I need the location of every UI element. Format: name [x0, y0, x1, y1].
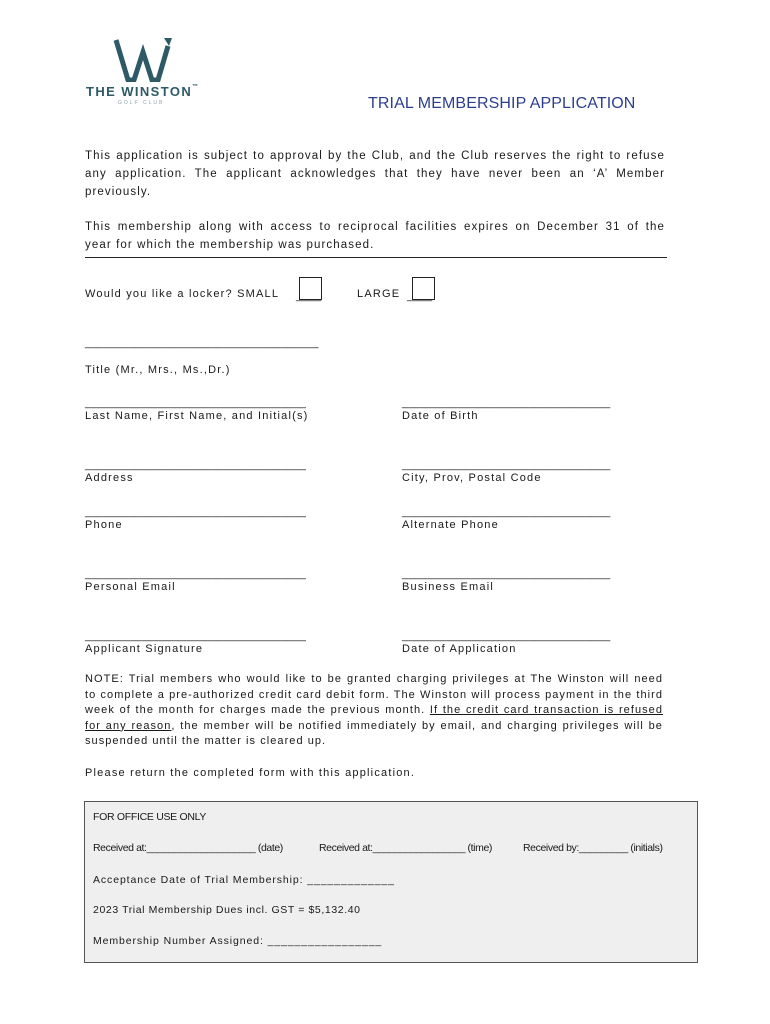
locker-question: Would you like a locker? SMALL — [85, 288, 280, 300]
office-received-time[interactable]: Received at:_________________ (time) — [319, 842, 492, 854]
alt-phone-field-label: Alternate Phone — [402, 519, 499, 531]
intro-paragraph-expiry: This membership along with access to reciprocal facilities expires on December 31 of the year for which the membership was purchased. — [85, 221, 665, 251]
office-use-box — [84, 801, 698, 963]
locker-large-line: ____ — [407, 290, 433, 302]
dob-field-label: Date of Birth — [402, 410, 479, 422]
address-field-label: Address — [85, 472, 134, 484]
alt-phone-field-line[interactable]: _________________________________ — [402, 506, 611, 518]
name-field-line[interactable]: ___________________________________ — [85, 397, 307, 409]
signature-field-line[interactable]: ___________________________________ — [85, 630, 307, 642]
logo-name: THE WINSTON™ — [86, 84, 200, 99]
section-divider — [85, 257, 667, 258]
address-field-line[interactable]: ___________________________________ — [85, 459, 307, 471]
charging-note-underlined: If the credit card transaction is refused for any reason — [85, 704, 663, 732]
name-field-label: Last Name, First Name, and Initial(s) — [85, 410, 309, 422]
office-received-date[interactable]: Received at:____________________ (date) — [93, 842, 283, 854]
locker-large-checkbox[interactable] — [412, 277, 435, 300]
intro-paragraph-approval: This application is subject to approval by the Club, and the Club reserves the right to refuse any application. The applicant acknowledges that they have never been an ‘A’ Member previously. — [85, 150, 665, 198]
locker-small-line: ____ — [296, 290, 322, 302]
locker-small-checkbox[interactable] — [299, 277, 322, 300]
office-membership-number[interactable]: Membership Number Assigned: _________________ — [93, 935, 383, 947]
page-title: TRIAL MEMBERSHIP APPLICATION — [368, 95, 636, 112]
phone-field-line[interactable]: ___________________________________ — [85, 506, 307, 518]
signature-field-label: Applicant Signature — [85, 643, 204, 655]
date-app-field-label: Date of Application — [402, 643, 517, 655]
charging-note: NOTE: Trial members who would like to be granted charging privileges at The Winston will need to complete a pre-authorized credit card debit form. The Winston will process payment in the third week of the month for charges made the previous month. If the credit card transaction is refused for any reason, the member will be notified immediately by email, and charging privileges will be suspended until the matter is cleared up. — [85, 673, 663, 748]
locker-large-label: LARGE — [357, 288, 401, 300]
title-field-line[interactable]: _____________________________________ — [85, 337, 319, 349]
return-instruction: Please return the completed form with this application. — [85, 767, 416, 779]
date-app-field-line[interactable]: _________________________________ — [402, 630, 611, 642]
logo-subtitle: GOLF CLUB — [118, 100, 165, 106]
office-use-heading: FOR OFFICE USE ONLY — [93, 811, 207, 823]
title-field-label: Title (Mr., Mrs., Ms.,Dr.) — [85, 364, 231, 376]
phone-field-label: Phone — [85, 519, 123, 531]
city-field-label: City, Prov, Postal Code — [402, 472, 542, 484]
dob-field-line[interactable]: _________________________________ — [402, 397, 611, 409]
personal-email-field-line[interactable]: ___________________________________ — [85, 568, 307, 580]
office-received-by[interactable]: Received by:_________ (initials) — [523, 842, 663, 854]
business-email-field-line[interactable]: _________________________________ — [402, 568, 611, 580]
office-dues: 2023 Trial Membership Dues incl. GST = $5,132.40 — [93, 904, 361, 916]
business-email-field-label: Business Email — [402, 581, 494, 593]
personal-email-field-label: Personal Email — [85, 581, 176, 593]
city-field-line[interactable]: _________________________________ — [402, 459, 611, 471]
winston-logo-mark-icon — [112, 36, 174, 82]
office-acceptance-date[interactable]: Acceptance Date of Trial Membership: _____________ — [93, 874, 395, 886]
